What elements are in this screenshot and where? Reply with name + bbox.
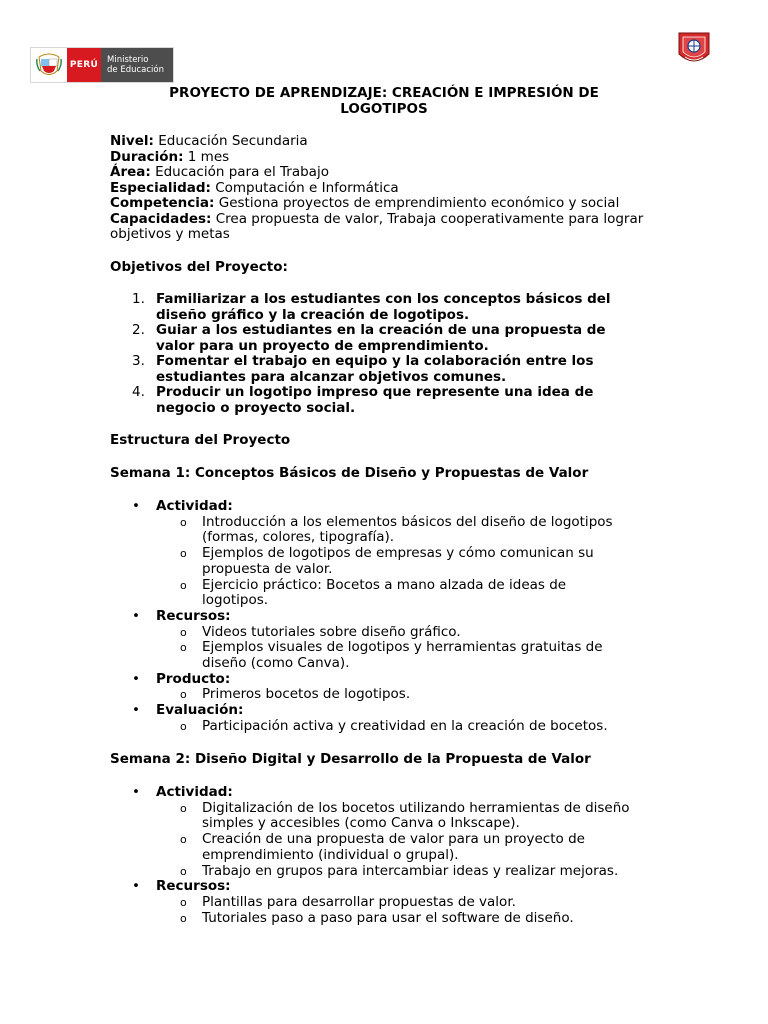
meta-value: Computación e Informática <box>215 179 399 196</box>
objectives-list <box>110 292 650 416</box>
list-item <box>110 385 650 416</box>
list-item <box>156 911 670 927</box>
circle-bullet-icon: o <box>180 578 187 592</box>
objective-line: estudiantes para alcanzar objetivos comunes. <box>156 368 507 385</box>
circle-bullet-icon: o <box>180 864 187 878</box>
list-item <box>156 864 670 880</box>
meta-value: Educación para el Trabajo <box>155 164 329 180</box>
ministry-line1: Ministerio <box>107 55 149 65</box>
objective-line: Guiar a los estudiantes en la creación de una propuesta de <box>156 322 606 338</box>
bullet-icon: • <box>132 670 140 687</box>
item-line: Videos tutoriales sobre diseño gráfico. <box>202 623 461 640</box>
list-item <box>156 832 670 863</box>
meta-row-area <box>110 165 660 181</box>
item-line: Trabajo en grupos para intercambiar ideas y realizar mejoras. <box>202 862 619 879</box>
list-number: 3. <box>132 353 145 369</box>
ministry-logo <box>30 47 174 83</box>
circle-bullet-icon: o <box>180 833 187 847</box>
item-line: emprendimiento (individual o grupal). <box>202 846 459 863</box>
week2-list <box>110 785 670 926</box>
item-line: propuesta de valor. <box>202 560 333 577</box>
item-line: Ejemplos de logotipos de empresas y cómo comunican su <box>202 545 594 562</box>
list-item <box>156 546 670 577</box>
section-label: Actividad: <box>156 784 233 800</box>
week1-activity <box>110 499 670 609</box>
item-line: Participación activa y creatividad en la creación de bocetos. <box>202 717 608 734</box>
circle-bullet-icon: o <box>180 911 187 925</box>
circle-bullet-icon: o <box>180 625 187 639</box>
peru-coat-of-arms-icon <box>31 48 67 82</box>
item-line: Ejercicio práctico: Bocetos a mano alzada de ideas de <box>202 576 567 593</box>
list-item <box>156 625 670 641</box>
section-label: Producto: <box>156 670 231 687</box>
item-line: Ejemplos visuales de logotipos y herramientas gratuitas de <box>202 639 603 656</box>
list-number: 2. <box>132 322 145 338</box>
list-item <box>156 640 670 671</box>
circle-bullet-icon: o <box>180 719 187 733</box>
week1-heading: Semana 1: Conceptos Básicos de Diseño y Propuestas de Valor <box>110 465 589 481</box>
structure-heading: Estructura del Proyecto <box>110 432 291 448</box>
item-line: simples y accesibles (como Canva o Inkscape). <box>202 815 520 832</box>
item-line: Introducción a los elementos básicos del diseño de logotipos <box>202 513 613 530</box>
title-line1: PROYECTO DE APRENDIZAJE: CREACIÓN E IMPRESIÓN DE <box>169 85 599 101</box>
list-number: 1. <box>132 291 145 307</box>
item-line: Tutoriales paso a paso para usar el software de diseño. <box>202 909 574 926</box>
sub-list <box>156 687 670 703</box>
section-label: Recursos: <box>156 607 231 624</box>
meta-row-nivel <box>110 134 660 150</box>
week1-resources <box>110 609 670 672</box>
item-line: diseño (como Canva). <box>202 655 350 672</box>
meta-value: Gestiona proyectos de emprendimiento económico y social <box>218 195 620 211</box>
list-item <box>156 801 670 832</box>
week2-heading: Semana 2: Diseño Digital y Desarrollo de la Propuesta de Valor <box>110 751 591 767</box>
list-item <box>110 292 650 323</box>
meta-value: Crea propuesta de valor, Trabaja cooperativamente para lograr objetivos y metas <box>110 210 644 242</box>
meta-row-duracion <box>110 150 660 166</box>
ministry-name <box>101 48 173 82</box>
meta-label: Nivel: <box>110 133 154 149</box>
circle-bullet-icon: o <box>180 515 187 529</box>
objective-line: Fomentar el trabajo en equipo y la colaboración entre los <box>156 353 594 369</box>
meta-label: Competencia: <box>110 195 215 211</box>
sub-list <box>156 895 670 926</box>
section-label: Actividad: <box>156 498 233 514</box>
ministry-line2: de Educación <box>107 65 164 75</box>
week2-activity <box>110 785 670 879</box>
objective-line: Familiarizar a los estudiantes con los conceptos básicos del <box>156 291 611 307</box>
sub-list <box>156 719 670 735</box>
circle-bullet-icon: o <box>180 547 187 561</box>
meta-value: Educación Secundaria <box>158 133 308 149</box>
section-label: Recursos: <box>156 878 231 895</box>
list-item <box>156 578 670 609</box>
bullet-icon: • <box>132 498 140 514</box>
bullet-icon: • <box>132 607 140 624</box>
item-line: Creación de una propuesta de valor para un proyecto de <box>202 831 585 848</box>
sub-list <box>156 515 670 609</box>
circle-bullet-icon: o <box>180 641 187 655</box>
week2-resources <box>110 879 670 926</box>
bullet-icon: • <box>132 784 140 800</box>
list-item <box>156 515 670 546</box>
circle-bullet-icon: o <box>180 895 187 909</box>
peru-label: PERÚ <box>67 48 101 82</box>
meta-label: Duración: <box>110 148 184 165</box>
meta-label: Capacidades: <box>110 210 212 227</box>
list-item <box>156 895 670 911</box>
item-line: (formas, colores, tipografía). <box>202 529 395 546</box>
week1-product <box>110 672 670 703</box>
list-item <box>156 719 670 735</box>
list-number: 4. <box>132 384 145 400</box>
meta-value: 1 mes <box>187 148 230 165</box>
sub-list <box>156 625 670 672</box>
week1-list <box>110 499 670 735</box>
circle-bullet-icon: o <box>180 801 187 815</box>
bullet-icon: • <box>132 878 140 895</box>
project-metadata <box>110 134 660 243</box>
document-title <box>110 86 658 117</box>
meta-label: Área: <box>110 164 151 180</box>
item-line: Digitalización de los bocetos utilizando herramientas de diseño <box>202 799 630 816</box>
objectives-heading: Objetivos del Proyecto: <box>110 259 288 275</box>
school-crest-icon <box>677 30 711 68</box>
meta-row-competencia <box>110 196 660 212</box>
week1-evaluation <box>110 703 670 734</box>
meta-row-capacidades <box>110 212 660 243</box>
section-label: Evaluación: <box>156 702 244 719</box>
objective-line: negocio o proyecto social. <box>156 399 356 416</box>
sub-list <box>156 801 670 880</box>
objective-line: diseño gráfico y la creación de logotipos. <box>156 306 470 323</box>
item-line: Plantillas para desarrollar propuestas de valor. <box>202 893 516 910</box>
item-line: logotipos. <box>202 592 269 609</box>
item-line: Primeros bocetos de logotipos. <box>202 686 411 703</box>
meta-row-especialidad <box>110 181 660 197</box>
meta-label: Especialidad: <box>110 179 211 196</box>
objective-line: valor para un proyecto de emprendimiento. <box>156 337 489 354</box>
list-item <box>110 354 650 385</box>
list-item <box>110 323 650 354</box>
bullet-icon: • <box>132 702 140 719</box>
circle-bullet-icon: o <box>180 688 187 702</box>
list-item <box>156 687 670 703</box>
title-line2: LOGOTIPOS <box>340 100 428 117</box>
objective-line: Producir un logotipo impreso que represente una idea de <box>156 384 594 400</box>
